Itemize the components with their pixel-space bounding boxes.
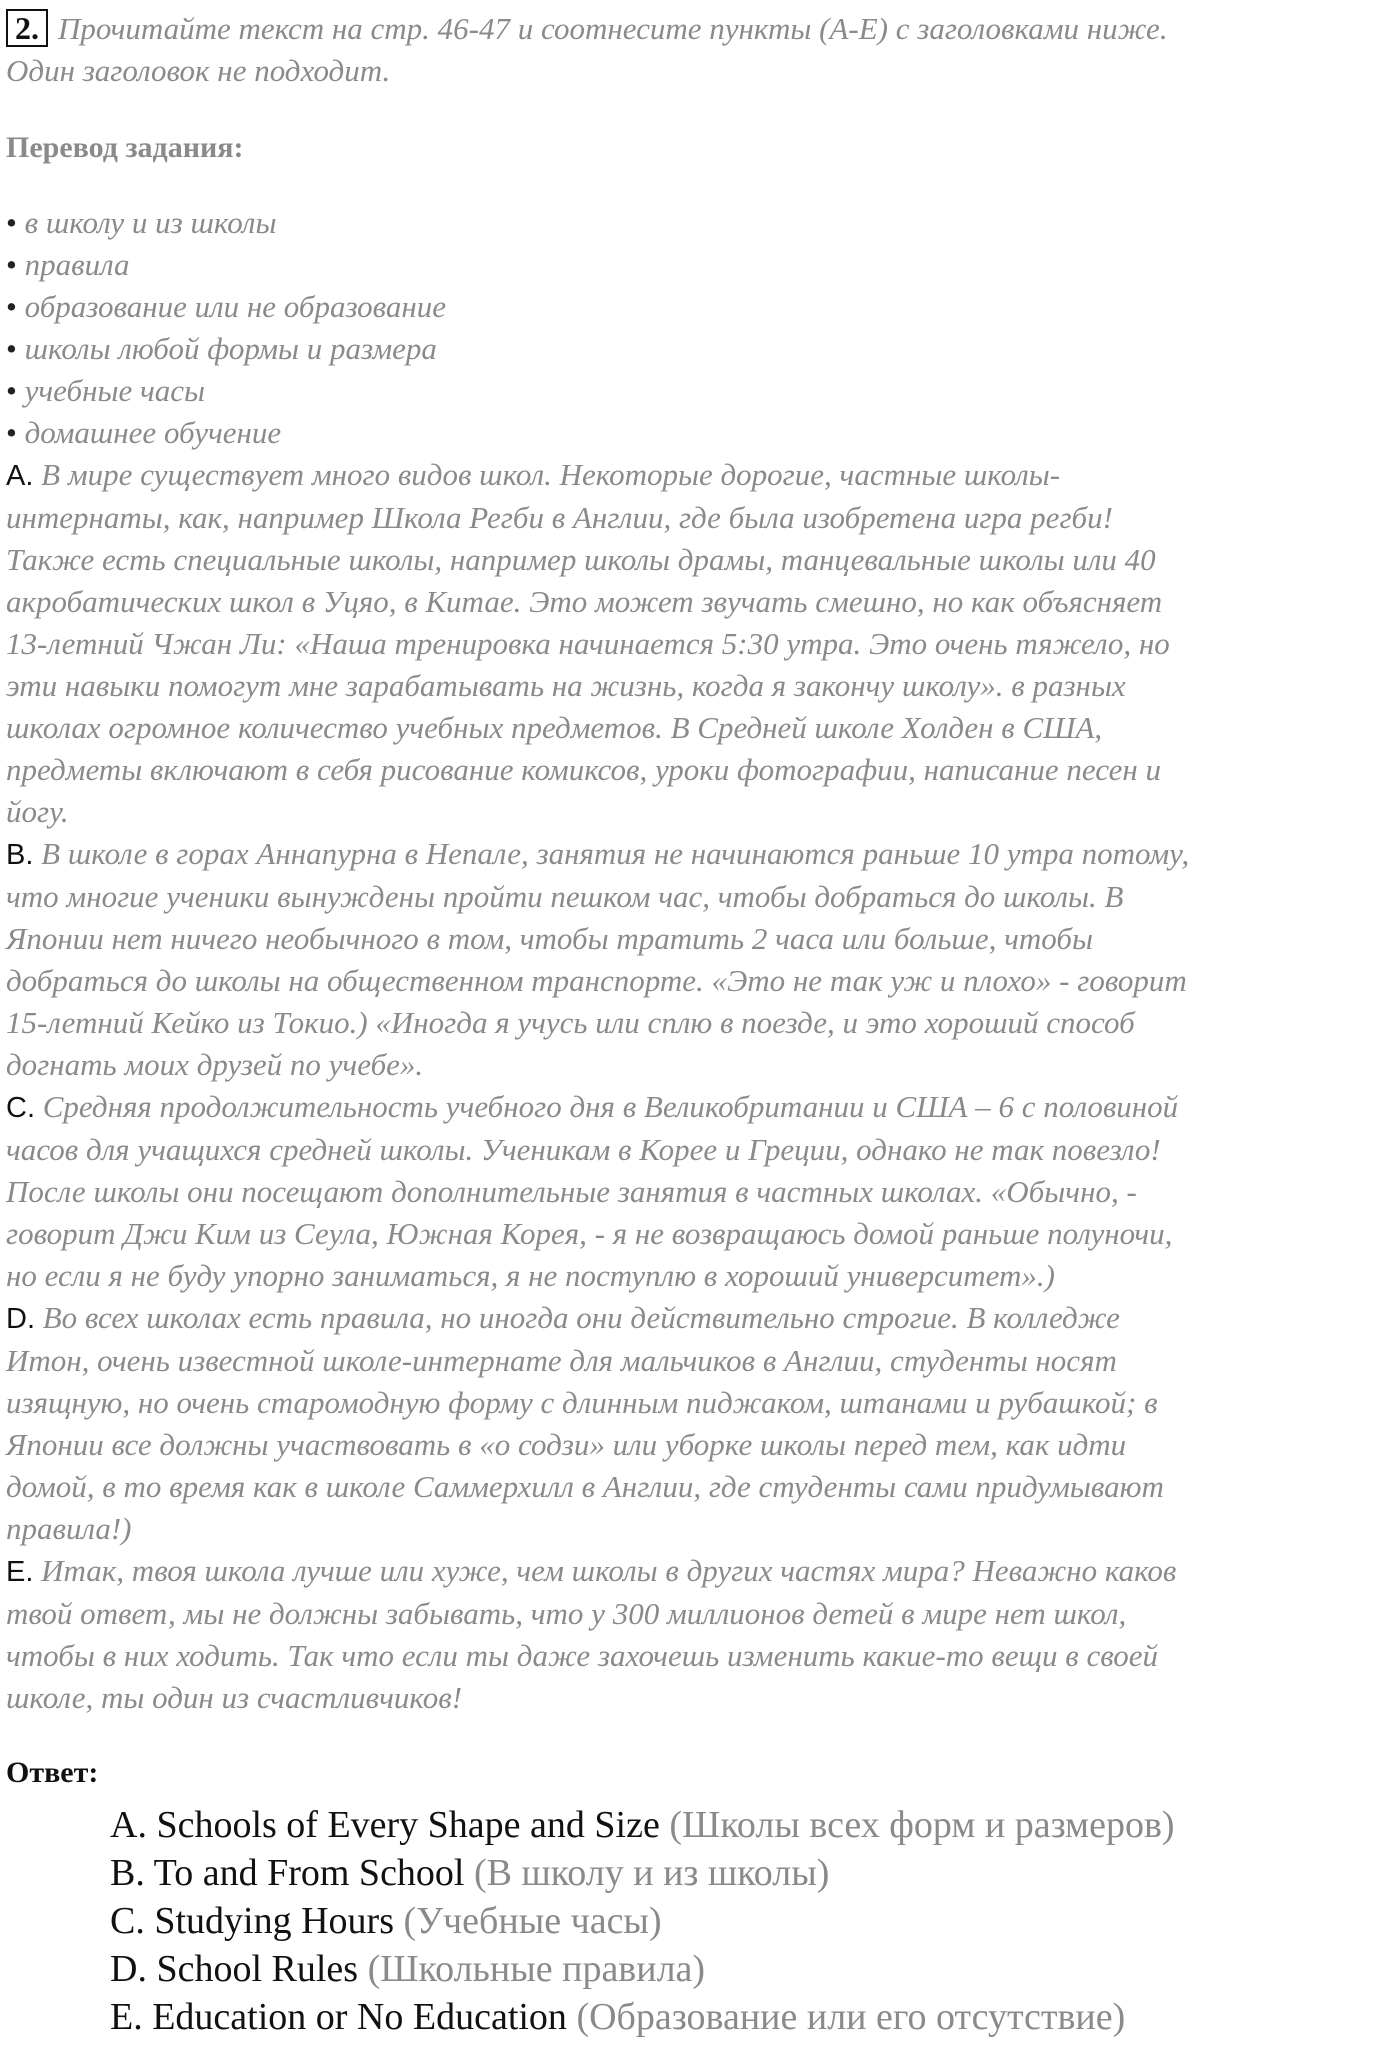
- paragraph-line: домой, в то время как в школе Саммерхилл в Англии, где студенты сами придумывают: [6, 1469, 1164, 1504]
- answer-english: C. Studying Hours: [110, 1900, 394, 1942]
- task-number-box: 2.: [6, 9, 48, 47]
- paragraph-letter: B.: [6, 839, 34, 871]
- bullet-dot: •: [6, 415, 17, 450]
- paragraph-line: говорит Джи Ким из Сеула, Южная Корея, - я не возвращаюсь домой раньше полуночи,: [6, 1216, 1173, 1251]
- bullet-dot: •: [6, 373, 17, 408]
- paragraph-letter: A.: [6, 460, 34, 492]
- bullet-text: школы любой формы и размера: [24, 331, 437, 366]
- answer-item: [110, 1945, 1396, 1993]
- task-instruction: [6, 8, 1396, 50]
- paragraph-line: добраться до школы на общественном транспорте. «Это не так уж и плохо» - говорит: [6, 963, 1187, 998]
- paragraph-line: твой ответ, мы не должны забывать, что у 300 миллионов детей в мире нет школ,: [6, 1596, 1127, 1631]
- bullet-text: правила: [24, 247, 130, 282]
- paragraph-line: школе, ты один из счастливчиков!: [6, 1680, 463, 1715]
- paragraph-line: что многие ученики вынуждены пройти пешком час, чтобы добраться до школы. В: [6, 879, 1124, 914]
- bullet-dot: •: [6, 331, 17, 366]
- paragraph-line: Японии все должны участвовать в «о содзи» или уборке школы перед тем, как идти: [6, 1427, 1127, 1462]
- answer-item: [110, 1801, 1396, 1849]
- paragraph-letter: C.: [6, 1092, 35, 1124]
- answer-item: [110, 1897, 1396, 1945]
- paragraph-line: догнать моих друзей по учебе».: [6, 1047, 424, 1082]
- paragraph-line: 15-летний Кейко из Токио.) «Иногда я учусь или сплю в поезде, и это хороший способ: [6, 1005, 1135, 1040]
- paragraph-text: В мире существует много видов школ. Некоторые дорогие, частные школы-: [33, 457, 1061, 492]
- paragraph-line: изящную, но очень старомодную форму с длинным пиджаком, штанами и рубашкой; в: [6, 1385, 1158, 1420]
- paragraph-line: Итон, очень известной школе-интернате для мальчиков в Англии, студенты носят: [6, 1343, 1117, 1378]
- answer-english: D. School Rules: [110, 1948, 359, 1990]
- paragraph-line: Также есть специальные школы, например школы драмы, танцевальные школы или 40: [6, 542, 1156, 577]
- bullet-dot: •: [6, 247, 17, 282]
- paragraph-c: [6, 1086, 1396, 1297]
- answer-english: E. Education or No Education: [110, 1996, 567, 2038]
- paragraph-letter: D.: [6, 1303, 35, 1335]
- bullet-item: [6, 370, 1396, 412]
- paragraph-text: Итак, твоя школа лучше или хуже, чем школы в других частях мира? Неважно каков: [33, 1553, 1177, 1588]
- paragraph-line: [6, 1086, 1396, 1129]
- paragraph-line: [6, 1550, 1396, 1593]
- paragraph-line: часов для учащихся средней школы. Ученикам в Корее и Греции, однако не так повезло!: [6, 1132, 1161, 1167]
- paragraph-line: правила!): [6, 1511, 132, 1546]
- bullet-item: [6, 244, 1396, 286]
- paragraph-a: [6, 454, 1396, 833]
- answer-list: [110, 1801, 1396, 2041]
- paragraph-text: Средняя продолжительность учебного дня в Великобритании и США – 6 с половиной: [35, 1089, 1179, 1124]
- bullet-item: [6, 412, 1396, 454]
- answer-english: B. To and From School: [110, 1852, 465, 1894]
- bullet-text: образование или не образование: [24, 289, 447, 324]
- bullet-text: в школу и из школы: [24, 205, 277, 240]
- task-instruction-line-2: Один заголовок не подходит.: [6, 53, 391, 88]
- paragraph-line: [6, 454, 1396, 497]
- paragraph-line: акробатических школ в Уцяо, в Китае. Это может звучать смешно, но как объясняет: [6, 584, 1163, 619]
- bullet-item: [6, 202, 1396, 244]
- paragraph-line: но если я не буду упорно заниматься, я не поступлю в хороший университет».): [6, 1258, 1055, 1293]
- paragraph-e: [6, 1550, 1396, 1719]
- paragraph-b: [6, 833, 1396, 1086]
- paragraph-text: В школе в горах Аннапурна в Непале, занятия не начинаются раньше 10 утра потому,: [33, 836, 1190, 871]
- paragraph-line: чтобы в них ходить. Так что если ты даже захочешь изменить какие-то вещи в своей: [6, 1638, 1159, 1673]
- paragraph-line: предметы включают в себя рисование комиксов, уроки фотографии, написание песен и: [6, 752, 1161, 787]
- paragraph-text: Во всех школах есть правила, но иногда они действительно строгие. В колледже: [35, 1300, 1120, 1335]
- paragraph-line: [6, 1297, 1396, 1340]
- answer-item: [110, 1849, 1396, 1897]
- answer-item: [110, 1993, 1396, 2041]
- paragraph-line: йогу.: [6, 794, 69, 829]
- paragraph-line: Японии нет ничего необычного в том, чтобы тратить 2 часа или больше, чтобы: [6, 921, 1093, 956]
- paragraph-d: [6, 1297, 1396, 1550]
- answer-russian: (Школы всех форм и размеров): [659, 1804, 1175, 1846]
- paragraph-line: 13-летний Чжан Ли: «Наша тренировка начинается 5:30 утра. Это очень тяжело, но: [6, 626, 1170, 661]
- paragraph-line: После школы они посещают дополнительные занятия в частных школах. «Обычно, -: [6, 1174, 1137, 1209]
- bullet-dot: •: [6, 289, 17, 324]
- paragraph-line: интернаты, как, например Школа Регби в Англии, где была изобретена игра регби!: [6, 500, 1113, 535]
- answer-russian: (Школьные правила): [358, 1948, 706, 1990]
- answer-russian: (Образование или его отсутствие): [566, 1996, 1126, 2038]
- translation-heading: Перевод задания:: [6, 131, 244, 164]
- answer-russian: (В школу и из школы): [464, 1852, 830, 1894]
- bullet-item: [6, 286, 1396, 328]
- page: [6, 8, 1396, 2041]
- answer-english: A. Schools of Every Shape and Size: [110, 1804, 660, 1846]
- task-instruction-line-1: Прочитайте текст на стр. 46-47 и соотнесите пункты (A-E) с заголовками ниже.: [58, 11, 1168, 46]
- bullet-text: домашнее обучение: [24, 415, 282, 450]
- bullet-dot: •: [6, 205, 17, 240]
- answer-russian: (Учебные часы): [393, 1900, 662, 1942]
- paragraph-letter: E.: [6, 1556, 34, 1588]
- paragraph-line: эти навыки помогут мне зарабатывать на жизнь, когда я закончу школу». в разных: [6, 668, 1126, 703]
- answer-heading: Ответ:: [6, 1756, 99, 1789]
- paragraph-line: школах огромное количество учебных предметов. В Средней школе Холден в США,: [6, 710, 1103, 745]
- bullet-item: [6, 328, 1396, 370]
- paragraph-line: [6, 833, 1396, 876]
- bullet-list: [6, 202, 1396, 454]
- bullet-text: учебные часы: [24, 373, 206, 408]
